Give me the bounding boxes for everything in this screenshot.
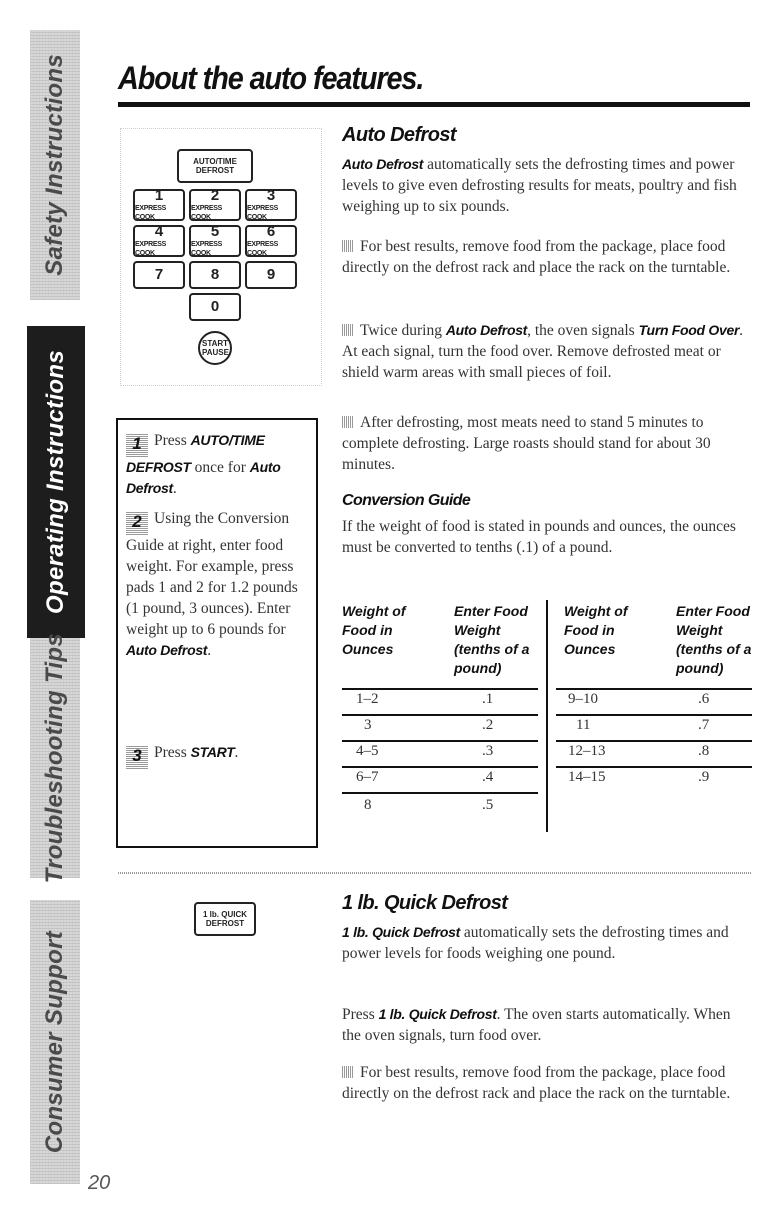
table-cell: .1: [482, 691, 494, 707]
table-rule: [342, 714, 538, 716]
table-rule: [556, 766, 752, 768]
table-rule: [342, 766, 538, 768]
table-cell: .3: [482, 743, 494, 759]
table-cell: 3: [364, 717, 372, 733]
page-number: 20: [88, 1172, 111, 1194]
auto-defrost-heading: Auto Defrost: [342, 124, 456, 146]
table-cell: 12–13: [568, 743, 606, 759]
table-cell: 6–7: [356, 769, 379, 785]
table-cell: .6: [698, 691, 710, 707]
table-cell: .2: [482, 717, 494, 733]
bullet-icon: [342, 416, 354, 428]
table-cell: 8: [364, 797, 372, 813]
auto-defrost-bullet-1: For best results, remove food from the package, place food directly on the defrost rack and place the rack on the turntable.: [342, 238, 731, 276]
keypad-key: 7: [133, 261, 185, 289]
keypad-key: 9: [245, 261, 297, 289]
auto-defrost-intro: Auto Defrost automatically sets the defrosting times and power levels to give even defrosting results for meats, poultry and fish weighing up to six pounds.: [342, 156, 737, 215]
start-pause-key: START PAUSE: [198, 331, 232, 365]
conversion-heading: Conversion Guide: [342, 492, 471, 509]
table-header-weight-left: Weight of Food in Ounces: [342, 603, 406, 657]
step-1: 1 Press AUTO/TIME DEFROST once for Auto Defrost.: [126, 432, 281, 497]
table-header-enter-right: Enter Food Weight (tenths of a pound): [676, 603, 752, 676]
auto-defrost-bullet-2: Twice during Auto Defrost, the oven signals Turn Food Over. At each signal, turn the food over. Remove defrosted meat or shield warm areas with small pieces of foil.: [342, 322, 743, 381]
table-cell: 1–2: [356, 691, 379, 707]
quick-defrost-intro: 1 lb. Quick Defrost automatically sets the defrosting times and power levels for foods weighing one pound.: [342, 924, 729, 962]
bullet-icon: [342, 240, 354, 252]
bullet-icon: [342, 324, 354, 336]
keypad-key: 8: [189, 261, 241, 289]
table-cell: .8: [698, 743, 710, 759]
title-rule: [118, 102, 750, 107]
table-header-enter-left: Enter Food Weight (tenths of a pound): [454, 603, 530, 676]
keypad-key: 4 EXPRESS COOK: [133, 225, 185, 257]
table-cell: .4: [482, 769, 494, 785]
quick-defrost-key: 1 lb. QUICK DEFROST: [194, 902, 256, 936]
table-cell: .7: [698, 717, 710, 733]
auto-time-defrost-key: AUTO/TIME DEFROST: [177, 149, 253, 183]
step-number-icon: 1: [126, 433, 148, 457]
page-title: About the auto features.: [118, 60, 424, 96]
step-2: 2 Using the Conversion Guide at right, enter food weight. For example, press pads 1 and 2 for 1.2 pounds (1 pound, 3 ounces). Enter weight up to 6 pounds for Auto Defrost.: [126, 510, 298, 659]
steps-box: [116, 418, 318, 848]
conversion-text: If the weight of food is stated in pounds and ounces, the ounces must be converted to tenths (.1) of a pound.: [342, 518, 736, 556]
keypad-key: 1 EXPRESS COOK: [133, 189, 185, 221]
table-rule: [342, 792, 538, 794]
quick-defrost-press: Press 1 lb. Quick Defrost. The oven starts automatically. When the oven signals, turn food over.: [342, 1006, 731, 1044]
conversion-guide: [342, 492, 752, 830]
step-number-icon: 3: [126, 745, 148, 769]
keypad-illustration: [120, 128, 322, 386]
table-rule: [556, 688, 752, 690]
quick-defrost-illustration: [124, 896, 314, 944]
table-cell: 11: [576, 717, 591, 733]
tab-safety-instructions[interactable]: Safety Instructions: [30, 30, 80, 300]
side-tab-strip: [30, 30, 80, 1184]
tab-troubleshooting-tips[interactable]: Troubleshooting Tips: [30, 638, 80, 878]
step-number-icon: 2: [126, 511, 148, 535]
auto-defrost-bullet-3: After defrosting, most meats need to stand 5 minutes to complete defrosting. Large roasts should stand for about 30 minutes.: [342, 414, 711, 473]
table-rule: [342, 688, 538, 690]
table-header-weight-right: Weight of Food in Ounces: [564, 603, 628, 657]
table-cell: 9–10: [568, 691, 598, 707]
table-cell: .5: [482, 797, 494, 813]
keypad-key: 5 EXPRESS COOK: [189, 225, 241, 257]
table-rule: [342, 740, 538, 742]
step-3: 3 Press START.: [126, 742, 312, 769]
table-rule: [556, 740, 752, 742]
tab-consumer-support[interactable]: Consumer Support: [30, 900, 80, 1184]
table-cell: 4–5: [356, 743, 379, 759]
keypad-key: 3 EXPRESS COOK: [245, 189, 297, 221]
table-divider: [546, 600, 548, 832]
table-cell: .9: [698, 769, 710, 785]
keypad-key: 0: [189, 293, 241, 321]
quick-defrost-heading: 1 lb. Quick Defrost: [342, 892, 508, 914]
table-cell: 14–15: [568, 769, 606, 785]
keypad-key: 2 EXPRESS COOK: [189, 189, 241, 221]
quick-defrost-bullet: For best results, remove food from the package, place food directly on the defrost rack and place the rack on the turntable.: [342, 1064, 731, 1102]
keypad-key: 6 EXPRESS COOK: [245, 225, 297, 257]
table-rule: [556, 714, 752, 716]
section-separator: [118, 872, 752, 874]
tab-operating-instructions[interactable]: Operating Instructions: [27, 326, 85, 638]
bullet-icon: [342, 1066, 354, 1078]
